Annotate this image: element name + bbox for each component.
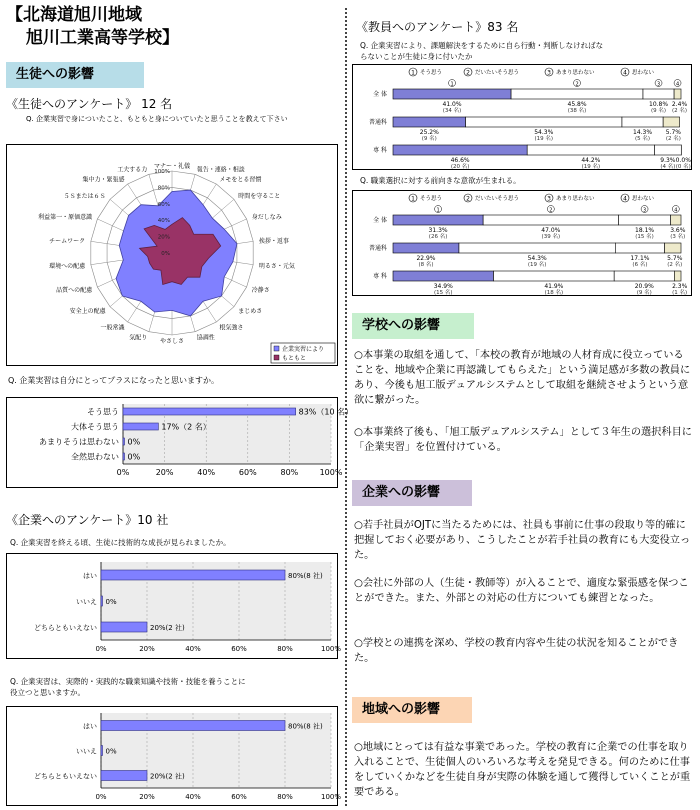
bar xyxy=(101,771,147,781)
segment-marker-number: 3 xyxy=(656,81,661,88)
stack-segment xyxy=(393,89,511,99)
teacher-q1-question xyxy=(360,40,603,62)
bar xyxy=(123,423,158,430)
segment-count: (5 名) xyxy=(635,136,651,142)
segment-count: (18 名) xyxy=(544,290,564,296)
category-label: いいえ xyxy=(76,598,97,606)
stack-segment xyxy=(393,215,483,225)
stack-segment xyxy=(674,89,681,99)
teacher-q1-question-line2: らないことが生徒に身に付いたか xyxy=(360,52,473,61)
segment-percent: 20.9% xyxy=(634,283,654,290)
legend-label: だいたいそう思う xyxy=(475,196,520,202)
bar xyxy=(101,746,103,756)
school-impact-band: 学校への影響 xyxy=(352,313,474,339)
axis-tick-label: 0% xyxy=(95,645,107,653)
radar-axis-label: マナー・礼儀 xyxy=(153,162,191,170)
segment-count: (39 名) xyxy=(541,234,561,240)
radar-legend-swatch-original xyxy=(274,355,279,360)
segment-percent: 44.2% xyxy=(581,157,601,164)
legend-label: そう思う xyxy=(420,70,443,76)
teacher-q2-chart xyxy=(353,191,691,295)
axis-tick-label: 80% xyxy=(277,793,293,801)
segment-count: (4 名) xyxy=(660,164,676,170)
segment-count: (0 名) xyxy=(675,164,691,170)
legend-label: あまり思わない xyxy=(556,70,595,76)
row-label: 全 体 xyxy=(373,217,387,224)
page-title xyxy=(6,4,179,50)
title-line-1: 【北海道旭川地域 xyxy=(6,5,142,25)
segment-percent: 45.8% xyxy=(567,101,587,108)
bar xyxy=(101,721,285,731)
segment-marker-number: 2 xyxy=(549,207,553,214)
data-label: 0% xyxy=(105,747,117,756)
legend-number: 3 xyxy=(547,195,551,203)
stack-segment xyxy=(494,271,615,281)
axis-tick-label: 20% xyxy=(139,645,155,653)
category-label: 全然思わない xyxy=(71,452,119,462)
school-paragraph-2: ○本事業終了後も、「旭工版デュアルシステム」として３年生の選択科目に「企業実習」を位置付けている。 xyxy=(354,427,692,453)
radar-axis-label: メモをとる習慣 xyxy=(219,176,262,184)
bar xyxy=(123,453,125,460)
segment-count: (9 名) xyxy=(651,108,667,114)
data-label: 0% xyxy=(127,437,141,447)
segment-count: (34 名) xyxy=(442,108,462,114)
radar-axis-label: 品質への配慮 xyxy=(56,286,93,294)
segment-count: (8 名) xyxy=(418,262,434,268)
stack-segment xyxy=(459,243,615,253)
teacher-q1-question-line1: Q. 企業実習により、課題解決をするために自ら行動・判断しなければな xyxy=(360,41,604,50)
company-q2-question-line2: 役立つと思いますか。 xyxy=(10,688,85,697)
radar-chart-panel xyxy=(6,144,338,366)
legend-number: 1 xyxy=(411,69,415,77)
stack-segment xyxy=(615,243,664,253)
plus-question: Q. 企業実習は自分にとってプラスになったと思いますか。 xyxy=(8,376,219,385)
company-impact-paragraph-3: ○学校との連携を深め、学校の教育内容や生徒の状況を知ることができた。 xyxy=(354,638,679,664)
segment-percent: 46.6% xyxy=(450,157,470,164)
segment-count: (15 名) xyxy=(635,234,654,240)
segment-count: (1 名) xyxy=(672,290,688,296)
radar-axis-label: 気配り xyxy=(129,334,148,342)
legend-number: 4 xyxy=(623,195,627,203)
region-impact-band: 地域への影響 xyxy=(352,697,472,723)
segment-count: (9 名) xyxy=(636,290,652,296)
bar xyxy=(101,570,285,580)
radar-legend-swatch-training xyxy=(274,346,279,351)
radar-axis-label: 根気強さ xyxy=(219,324,244,332)
segment-percent: 25.2% xyxy=(419,129,439,136)
segment-percent: 0.0% xyxy=(675,157,691,164)
stack-segment xyxy=(393,117,466,127)
radar-tick-label: 80% xyxy=(157,185,170,192)
segment-count: (3 名) xyxy=(670,234,686,240)
stack-segment xyxy=(511,89,643,99)
segment-percent: 54.3% xyxy=(534,129,554,136)
axis-tick-label: 80% xyxy=(280,468,299,477)
segment-count: (9 名) xyxy=(421,136,437,142)
stack-segment xyxy=(671,215,681,225)
axis-tick-label: 40% xyxy=(185,645,201,653)
segment-count: (26 名) xyxy=(428,234,448,240)
segment-percent: 9.3% xyxy=(660,157,676,164)
company-q2-question-line1: Q. 企業実習は、実際的・実践的な職業知識や技術・技能を養うことに xyxy=(10,677,246,686)
segment-marker-number: 3 xyxy=(642,207,647,214)
segment-marker-number: 1 xyxy=(436,207,440,214)
segment-percent: 2.3% xyxy=(672,283,688,290)
radar-axis-label: 協調性 xyxy=(196,334,215,342)
data-label: 80%(8 社) xyxy=(288,572,323,580)
stack-segment xyxy=(655,145,682,155)
radar-axis-label: 環境への配慮 xyxy=(49,262,86,270)
axis-tick-label: 0% xyxy=(95,793,107,801)
column-divider xyxy=(345,8,347,806)
teacher-q2-question: Q. 職業選択に対する前向きな意欲が生まれる。 xyxy=(360,176,521,185)
stack-segment xyxy=(466,117,622,127)
legend-label: 思わない xyxy=(632,70,655,76)
school-paragraph-1: ○本事業の取組を通して、「本校の教育が地域の人材育成に役立っていることを、地域や企業に再認識してもらえた」という満足感が多数の教員にあり、今後も旭工版デュアルシステムとして取組を継続させようという意欲に繋がった。 xyxy=(354,350,691,406)
legend-number: 4 xyxy=(623,69,627,77)
title-line-2: 旭川工業高等学校】 xyxy=(26,28,179,48)
legend-label: だいたいそう思う xyxy=(475,70,520,76)
stack-segment xyxy=(483,215,618,225)
axis-tick-label: 60% xyxy=(231,793,247,801)
axis-tick-label: 80% xyxy=(277,645,293,653)
teacher-q2-chart-panel xyxy=(352,190,692,296)
stack-segment xyxy=(619,215,671,225)
data-label: 83%（10 名） xyxy=(298,407,354,417)
axis-tick-label: 100% xyxy=(319,468,343,477)
stack-segment xyxy=(674,271,681,281)
legend-number: 3 xyxy=(547,69,551,77)
segment-percent: 34.9% xyxy=(433,283,453,290)
radar-axis-label: 工夫する力 xyxy=(117,166,148,174)
company-survey-title: 《企業へのアンケート》10 社 xyxy=(6,513,169,527)
segment-percent: 10.8% xyxy=(649,101,669,108)
segment-count: (20 名) xyxy=(450,164,470,170)
radar-axis-label: チームワーク xyxy=(49,238,86,246)
radar-legend-original: もともと xyxy=(282,355,307,362)
segment-count: (15 名) xyxy=(433,290,453,296)
radar-question: Q. 企業実習で身についたこと、もともと身についていたと思うことを教えて下さい xyxy=(26,115,288,123)
company-impact-band: 企業への影響 xyxy=(352,480,472,506)
category-label: 大体そう思う xyxy=(71,422,119,432)
axis-tick-label: 0% xyxy=(116,468,130,477)
segment-count: (2 名) xyxy=(667,262,683,268)
radar-axis-label: やさしさ xyxy=(159,338,185,346)
bar xyxy=(123,408,296,415)
stack-segment xyxy=(614,271,674,281)
segment-percent: 3.6% xyxy=(670,227,686,234)
teacher-survey-title: 《教員へのアンケート》83 名 xyxy=(356,20,519,34)
segment-count: (2 名) xyxy=(672,108,688,114)
radar-axis-label: 集中力・緊張感 xyxy=(82,176,125,184)
axis-tick-label: 60% xyxy=(238,468,257,477)
bar xyxy=(101,622,147,632)
radar-axis-label: 報告・連絡・相談 xyxy=(196,166,245,174)
radar-axis-label: 挨拶・返事 xyxy=(258,238,289,246)
segment-count: (2 名) xyxy=(665,136,681,142)
axis-tick-label: 100% xyxy=(320,645,342,653)
bar xyxy=(101,596,103,606)
region-paragraph-1: ○地域にとっては有益な事業であった。学校の教育に企業での仕事を取り入れることで、生徒個人のいろいろな考えを発見できる。何のために仕事をしていくかなどを生徒自身が実際の体験を通して獲得していくことが重要である。 xyxy=(354,742,691,798)
segment-count: (19 名) xyxy=(534,136,554,142)
category-label: どちらともいえない xyxy=(34,624,97,632)
student-impact-band: 生徒への影響 xyxy=(6,62,144,88)
plus-chart xyxy=(7,398,354,487)
segment-percent: 22.9% xyxy=(416,255,436,262)
segment-percent: 14.3% xyxy=(633,129,653,136)
data-label: 0% xyxy=(105,598,117,606)
stack-segment xyxy=(393,271,494,281)
segment-percent: 5.7% xyxy=(667,255,683,262)
teacher-q1-chart-panel xyxy=(352,64,692,170)
legend-number: 2 xyxy=(466,69,470,77)
legend-number: 1 xyxy=(411,195,415,203)
data-label: 80%(8 社) xyxy=(288,722,323,731)
segment-percent: 47.0% xyxy=(541,227,561,234)
category-label: はい xyxy=(83,572,97,580)
category-label: いいえ xyxy=(76,747,97,756)
radar-tick-label: 0% xyxy=(161,251,170,257)
radar-axis-label: 明るさ・元気 xyxy=(258,262,295,270)
segment-marker-number: 2 xyxy=(575,81,579,88)
segment-marker-number: 4 xyxy=(675,81,680,88)
segment-percent: 31.3% xyxy=(428,227,448,234)
data-label: 17%（2 名） xyxy=(161,422,211,432)
segment-percent: 54.3% xyxy=(527,255,547,262)
radar-tick-label: 60% xyxy=(157,201,170,208)
stack-segment xyxy=(393,145,527,155)
company-q2-chart xyxy=(7,707,342,805)
segment-count: (38 名) xyxy=(567,108,587,114)
axis-tick-label: 60% xyxy=(231,645,247,653)
category-label: はい xyxy=(83,722,97,731)
stack-segment xyxy=(665,243,681,253)
bar xyxy=(123,438,125,445)
row-label: 専 科 xyxy=(373,273,387,280)
radar-tick-label: 20% xyxy=(157,234,170,241)
row-label: 専 科 xyxy=(373,147,387,154)
segment-percent: 41.9% xyxy=(544,283,564,290)
radar-axis-label: 利益第一・原価意識 xyxy=(38,214,93,222)
legend-label: 思わない xyxy=(632,196,655,202)
category-label: あまりそうは思わない xyxy=(39,437,119,447)
segment-percent: 5.7% xyxy=(665,129,681,136)
radar-tick-label: 100% xyxy=(154,169,170,175)
radar-chart xyxy=(7,145,337,365)
segment-marker-number: 4 xyxy=(674,207,678,214)
radar-axis-label: 安全上の配慮 xyxy=(69,307,106,315)
data-label: 20%(2 社) xyxy=(150,624,185,632)
axis-tick-label: 20% xyxy=(155,468,174,477)
data-label: 20%(2 社) xyxy=(150,772,185,781)
stack-segment xyxy=(643,89,674,99)
legend-number: 2 xyxy=(466,195,470,203)
company-q1-chart xyxy=(7,554,342,658)
radar-axis-label: 身だしなみ xyxy=(251,214,282,222)
student-survey-title: 《生徒へのアンケート》 12 名 xyxy=(6,97,173,111)
segment-percent: 2.4% xyxy=(671,101,688,108)
axis-tick-label: 100% xyxy=(320,793,342,801)
teacher-q1-chart xyxy=(353,65,691,169)
radar-axis-label: 冷静さ xyxy=(251,286,270,294)
stack-segment xyxy=(663,117,679,127)
segment-marker-number: 1 xyxy=(450,81,454,88)
radar-axis-label: 時間を守ること xyxy=(238,193,281,201)
axis-tick-label: 20% xyxy=(139,793,155,801)
radar-axis-label: まじめさ xyxy=(238,307,263,315)
category-label: そう思う xyxy=(87,407,119,417)
plus-chart-panel xyxy=(6,397,354,488)
company-q1-question: Q. 企業実習を終える頃、生徒に技術的な成長が見られましたか。 xyxy=(10,538,231,547)
company-impact-paragraph-2: ○会社に外部の人（生徒・教師等）が入ることで、適度な緊張感を保つことができた。また、外部との対応の仕方についても練習となった。 xyxy=(354,578,689,604)
company-impact-paragraph-1: ○若手社員がOJTに当たるためには、社員も事前に仕事の段取り等的確に把握しておく必要があり、こうしたことが若手社員の教育にも大変役立った。 xyxy=(354,520,691,561)
segment-count: (19 名) xyxy=(527,262,547,268)
radar-legend-training: 企業実習により xyxy=(282,346,325,353)
segment-percent: 17.1% xyxy=(630,255,650,262)
stack-segment xyxy=(527,145,654,155)
company-q1-chart-panel xyxy=(6,553,342,659)
row-label: 全 体 xyxy=(373,91,387,98)
company-q2-chart-panel xyxy=(6,706,342,806)
radar-tick-label: 40% xyxy=(157,218,170,225)
segment-count: (6 名) xyxy=(632,262,648,268)
stack-segment xyxy=(393,243,459,253)
legend-label: あまり思わない xyxy=(556,196,595,202)
row-label: 普通科 xyxy=(368,245,387,252)
category-label: どちらともいえない xyxy=(34,772,97,781)
company-q2-question xyxy=(10,676,246,698)
segment-percent: 18.1% xyxy=(635,227,655,234)
data-label: 0% xyxy=(127,452,141,462)
segment-count: (19 名) xyxy=(581,164,601,170)
axis-tick-label: 40% xyxy=(185,793,201,801)
legend-label: そう思う xyxy=(420,196,443,202)
axis-tick-label: 40% xyxy=(197,468,216,477)
radar-axis-label: 一般常識 xyxy=(100,324,125,332)
row-label: 普通科 xyxy=(368,119,387,126)
stack-segment xyxy=(622,117,663,127)
segment-percent: 41.0% xyxy=(442,101,462,108)
radar-axis-label: ５Ｓまたは６Ｓ xyxy=(63,193,106,201)
